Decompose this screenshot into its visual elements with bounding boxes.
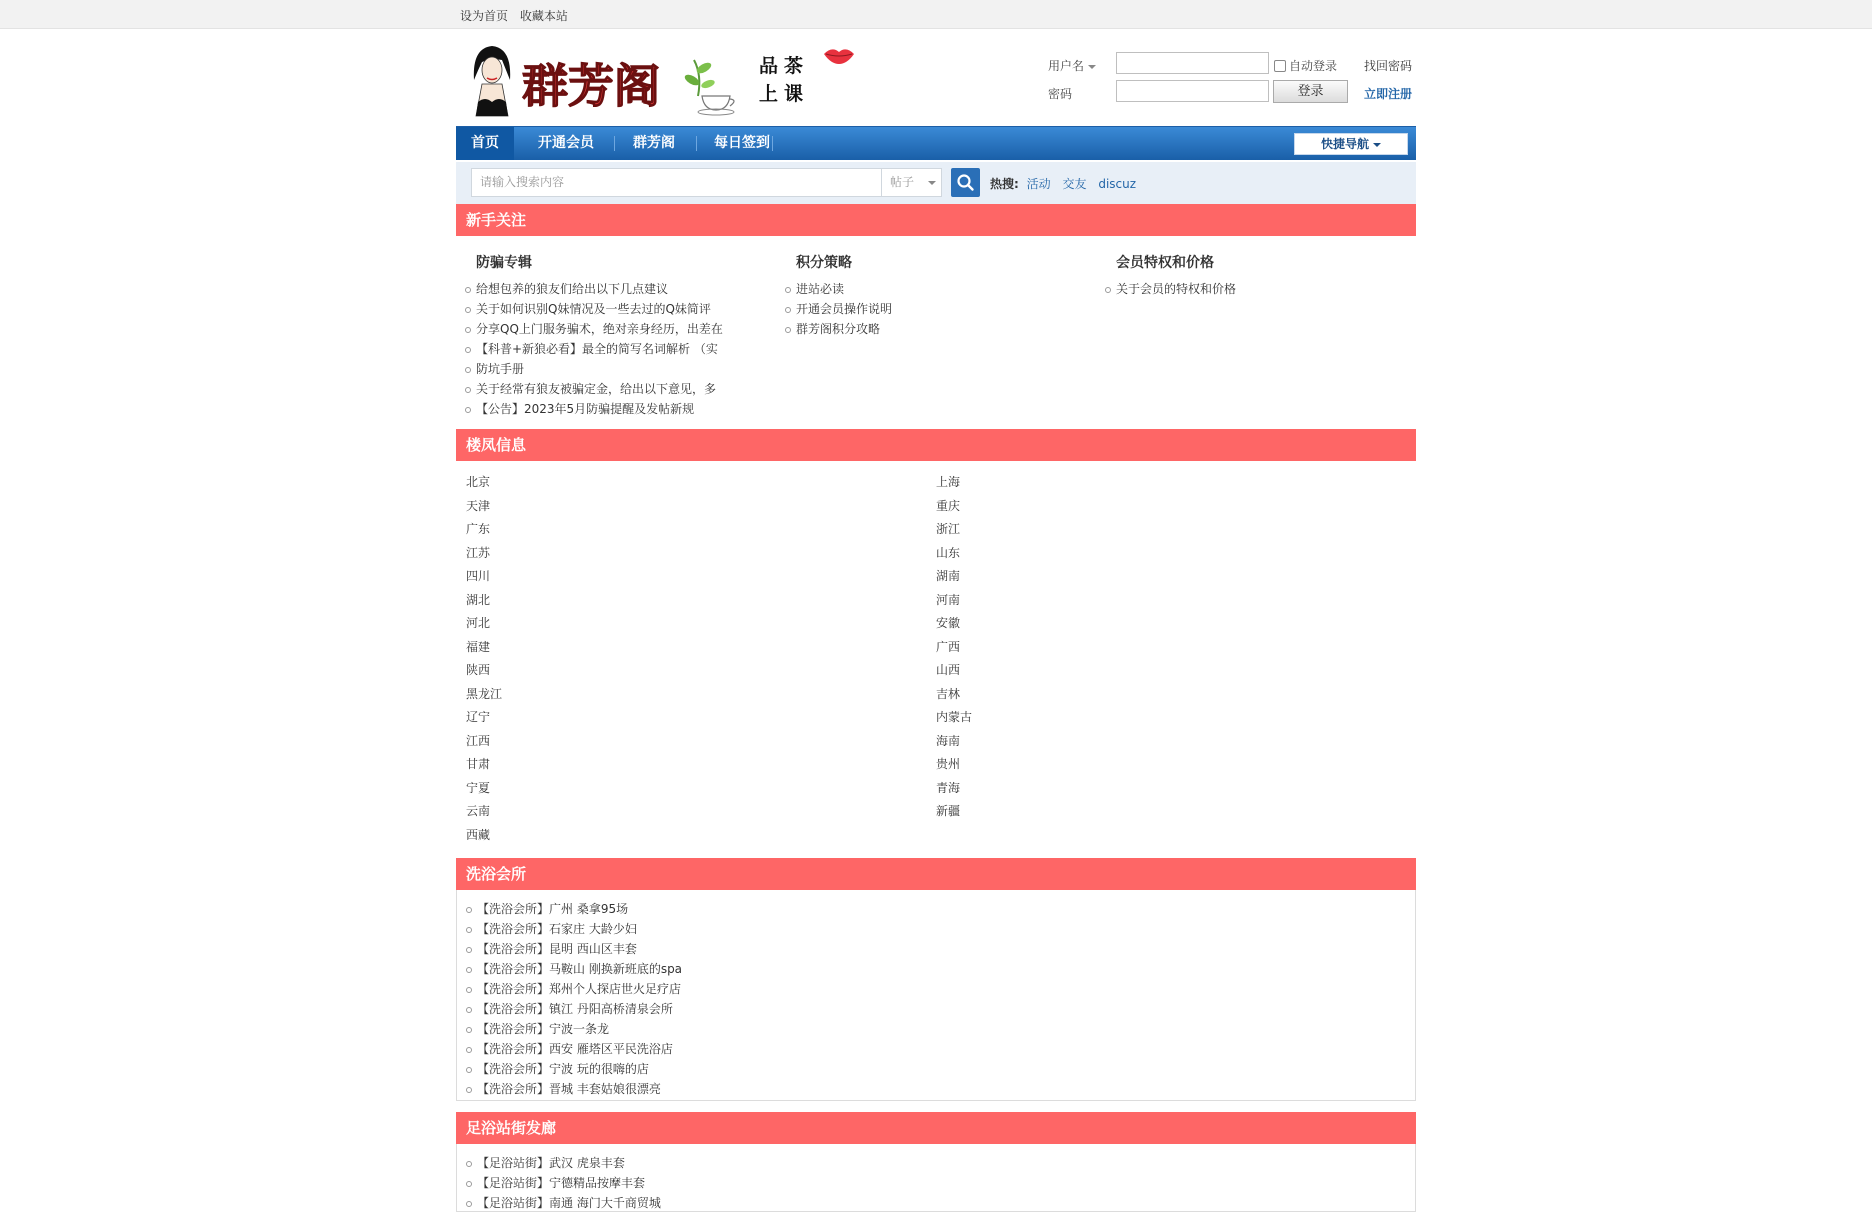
list-item[interactable]: 关于会员的特权和价格 (1105, 279, 1236, 299)
hot-keyword-link[interactable]: discuz (1098, 177, 1137, 191)
region-link[interactable]: 黑龙江 (466, 686, 503, 701)
list-item[interactable]: 【科普+新狼必看】最全的简写名词解析 （实 (465, 339, 723, 359)
region-link[interactable]: 山西 (936, 663, 961, 677)
region-link[interactable]: 吉林 (936, 686, 961, 701)
chevron-down-icon (1373, 143, 1381, 147)
section-header-newbie[interactable]: 新手关注 (456, 204, 1416, 236)
main-nav (456, 126, 1416, 160)
region-link[interactable]: 重庆 (936, 498, 961, 513)
section-header-foot[interactable]: 足浴站街发廊 (456, 1112, 1416, 1144)
bath-list (466, 899, 682, 1099)
nav-divider (614, 136, 615, 151)
region-list-right (936, 471, 972, 824)
set-homepage-link[interactable]: 设为首页 (460, 9, 509, 23)
list-item[interactable]: 【洗浴会所】郑州个人探店世火足疗店 (466, 979, 682, 999)
search-icon (951, 168, 980, 197)
hot-keyword-link[interactable]: 交友 (1062, 177, 1087, 191)
region-link[interactable]: 山东 (936, 545, 961, 560)
column-title-member[interactable]: 会员特权和价格 (1116, 255, 1214, 271)
list-item[interactable]: 【洗浴会所】宁波 玩的很嗨的店 (466, 1059, 682, 1079)
logo-main-text: 群芳阁 (522, 59, 660, 113)
list-item[interactable]: 【足浴站街】宁德精品按摩丰套 (466, 1173, 661, 1193)
region-link[interactable]: 河南 (936, 592, 961, 607)
region-link[interactable]: 西藏 (466, 827, 491, 842)
list-item[interactable]: 关于经常有狼友被骗定金，给出以下意见，多 (465, 379, 723, 399)
password-input[interactable] (1116, 80, 1269, 102)
region-link[interactable]: 贵州 (936, 757, 961, 771)
list-item[interactable]: 关于如何识别Q妹情况及一些去过的Q妹简评 (465, 299, 723, 319)
region-link[interactable]: 内蒙古 (936, 710, 973, 724)
search-button[interactable] (951, 168, 980, 197)
region-link[interactable]: 江苏 (466, 545, 491, 560)
foot-list (466, 1153, 661, 1212)
logo-side-text-1: 品茶 (759, 55, 810, 77)
nav-item-checkin[interactable]: 每日签到 (714, 135, 770, 151)
search-type-select[interactable]: 帖子 (881, 168, 942, 197)
region-link[interactable]: 天津 (466, 498, 491, 513)
region-link[interactable]: 海南 (936, 733, 961, 748)
list-item[interactable]: 【洗浴会所】昆明 西山区丰套 (466, 939, 682, 959)
nav-item-home[interactable]: 首页 (456, 127, 514, 160)
region-link[interactable]: 宁夏 (466, 780, 491, 795)
username-row (1040, 52, 1420, 76)
checkbox-icon (1274, 60, 1286, 72)
region-link[interactable]: 广东 (466, 522, 491, 536)
list-item[interactable]: 分享QQ上门服务骗术，绝对亲身经历，出差在 (465, 319, 723, 339)
password-label: 密码 (1048, 87, 1073, 101)
region-link[interactable]: 湖南 (936, 569, 961, 583)
region-link[interactable]: 四川 (466, 569, 491, 583)
list-item[interactable]: 【洗浴会所】广州 桑拿95场 (466, 899, 682, 919)
logo-graphic (462, 40, 862, 120)
list-item[interactable]: 【洗浴会所】镇江 丹阳高桥清泉会所 (466, 999, 682, 1019)
region-link[interactable]: 河北 (466, 616, 491, 630)
chevron-down-icon (1088, 65, 1096, 69)
lips-icon (824, 49, 854, 64)
search-bar (456, 162, 1416, 204)
bookmark-link[interactable]: 收藏本站 (519, 9, 568, 23)
region-link[interactable]: 云南 (466, 804, 491, 818)
forgot-password-link[interactable]: 找回密码 (1364, 59, 1413, 73)
list-item[interactable]: 群芳阁积分攻略 (785, 319, 892, 339)
list-item[interactable]: 【洗浴会所】西安 雁塔区平民洗浴店 (466, 1039, 682, 1059)
list-item[interactable]: 给想包养的狼友们给出以下几点建议 (465, 279, 723, 299)
region-link[interactable]: 北京 (466, 475, 491, 489)
search-input[interactable]: 请输入搜索内容 (471, 168, 881, 197)
hot-keyword-link[interactable]: 活动 (1026, 177, 1051, 191)
list-item[interactable]: 【洗浴会所】晋城 丰套姑娘很漂亮 (466, 1079, 682, 1099)
chevron-down-icon (928, 181, 936, 185)
login-button[interactable]: 登录 (1273, 80, 1348, 103)
quick-nav-button[interactable]: 快捷导航 (1294, 133, 1408, 155)
region-link[interactable]: 广西 (936, 639, 961, 654)
nav-item-qunfangge[interactable]: 群芳阁 (633, 135, 675, 151)
section-header-bath[interactable]: 洗浴会所 (456, 858, 1416, 890)
list-item[interactable]: 【洗浴会所】马鞍山 刚换新班底的spa (466, 959, 682, 979)
region-link[interactable]: 青海 (936, 780, 961, 795)
region-link[interactable]: 江西 (466, 733, 491, 748)
column-title-points[interactable]: 积分策略 (796, 255, 852, 271)
list-item[interactable]: 【洗浴会所】石家庄 大龄少妇 (466, 919, 682, 939)
region-link[interactable]: 安徽 (936, 616, 961, 630)
nav-divider (772, 136, 773, 151)
top-links (460, 7, 576, 24)
region-list-left (466, 471, 502, 847)
hot-search (990, 175, 1144, 192)
list-item[interactable]: 【洗浴会所】宁波一条龙 (466, 1019, 682, 1039)
username-input[interactable] (1116, 52, 1269, 74)
site-logo[interactable] (462, 40, 862, 120)
list-item[interactable]: 进站必读 (785, 279, 892, 299)
nav-divider (696, 136, 697, 151)
nav-item-vip[interactable]: 开通会员 (538, 135, 594, 151)
region-link[interactable]: 新疆 (936, 804, 961, 818)
region-link[interactable]: 上海 (936, 475, 961, 489)
tea-cup-icon (683, 60, 734, 115)
username-label[interactable]: 用户名 (1048, 57, 1096, 74)
list-item[interactable]: 【足浴站街】南通 海门大千商贸城 (466, 1193, 661, 1212)
register-link[interactable]: 立即注册 (1364, 87, 1413, 101)
password-row (1040, 80, 1420, 104)
foot-panel (456, 1144, 1416, 1212)
column-title-anti-fraud[interactable]: 防骗专辑 (476, 255, 532, 271)
section-header-regions[interactable]: 楼凤信息 (456, 429, 1416, 461)
region-link[interactable]: 福建 (466, 639, 491, 654)
region-link[interactable]: 辽宁 (466, 710, 491, 724)
anti-fraud-list (465, 279, 723, 419)
region-link[interactable]: 陕西 (466, 663, 491, 677)
bath-panel (456, 890, 1416, 1101)
login-form (1040, 50, 1420, 110)
list-item[interactable]: 防坑手册 (465, 359, 723, 379)
list-item[interactable]: 开通会员操作说明 (785, 299, 892, 319)
auto-login-checkbox[interactable]: 自动登录 (1274, 57, 1337, 74)
region-link[interactable]: 浙江 (936, 522, 961, 536)
member-list (1105, 279, 1236, 299)
top-bar (0, 0, 1872, 29)
hot-search-label: 热搜: (990, 177, 1019, 191)
region-link[interactable]: 湖北 (466, 592, 491, 607)
list-item[interactable]: 【足浴站街】武汉 虎泉丰套 (466, 1153, 661, 1173)
points-list (785, 279, 892, 339)
woman-figure-icon (474, 46, 510, 116)
region-link[interactable]: 甘肃 (466, 757, 491, 771)
list-item[interactable]: 【公告】2023年5月防骗提醒及发帖新规 (465, 399, 723, 419)
logo-side-text-2: 上课 (759, 83, 810, 105)
